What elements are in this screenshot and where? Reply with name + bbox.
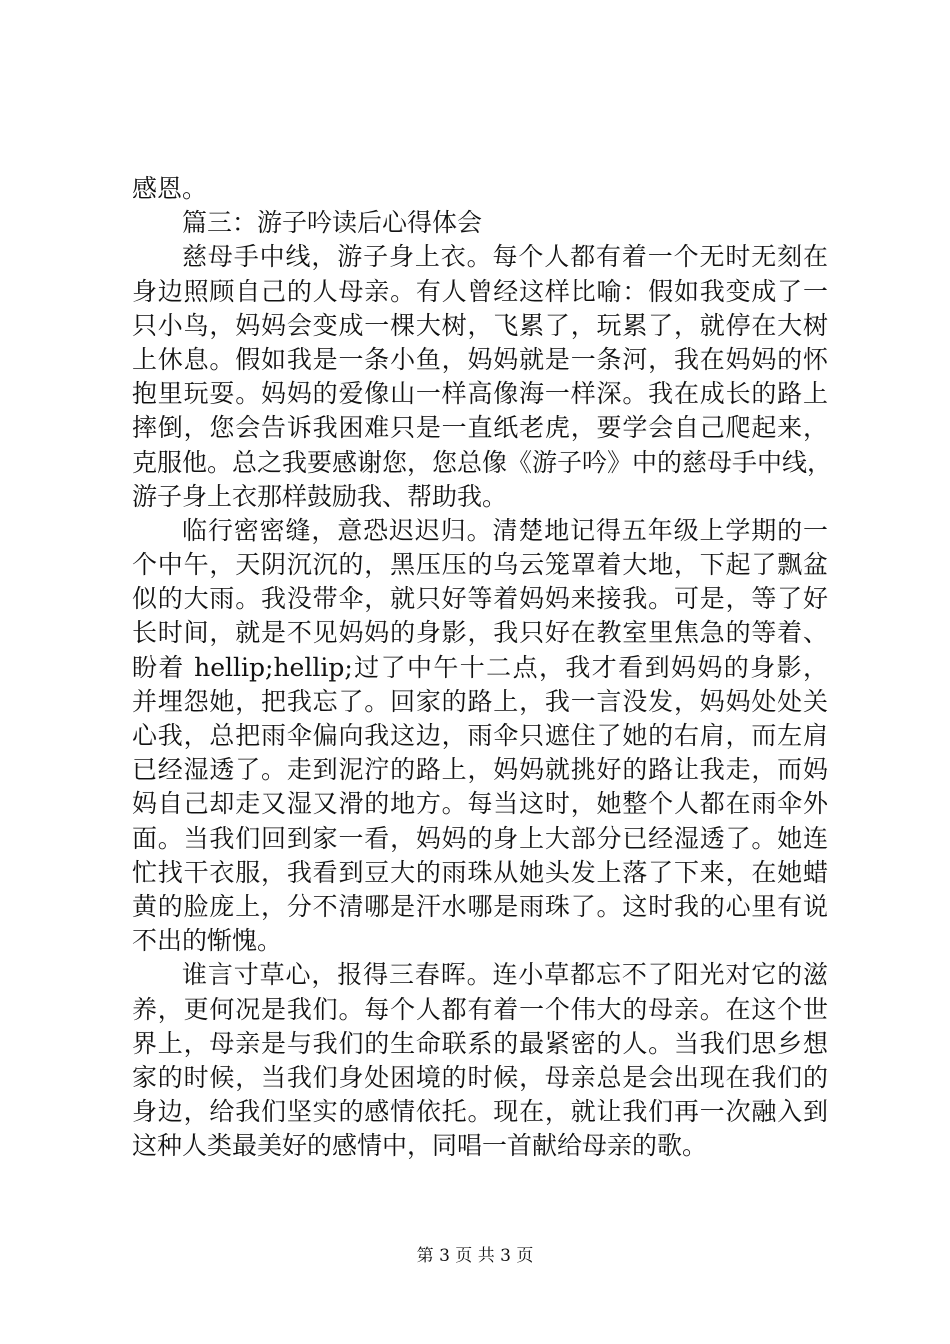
text-line: 这种人类最美好的感情中，同唱一首献给母亲的歌。: [132, 1131, 708, 1161]
text-line: 身边照顾自己的人母亲。有人曾经这样比喻：假如我变成了一: [132, 276, 828, 306]
text-line: 养，更何况是我们。每个人都有着一个伟大的母亲。在这个世: [132, 994, 828, 1024]
text-line: 并埋怨她，把我忘了。回家的路上，我一言没发，妈妈处处关: [132, 686, 828, 716]
text-line: 忙找干衣服，我看到豆大的雨珠从她头发上落了下来，在她蜡: [132, 857, 828, 887]
text-line: 心我，总把雨伞偏向我这边，雨伞只遮住了她的右肩，而左肩: [132, 721, 828, 750]
text-line: 摔倒，您会告诉我困难只是一直纸老虎，要学会自己爬起来，: [132, 413, 828, 443]
paragraph-3: [132, 958, 828, 1163]
page-footer: 第 3 页 共 3 页: [416, 1246, 534, 1266]
text-line: 游子身上衣那样鼓励我、帮助我。: [132, 481, 508, 511]
text-line: 抱里玩耍。妈妈的爱像山一样高像海一样深。我在成长的路上: [132, 379, 828, 409]
text-line: 长时间，就是不见妈妈的身影，我只好在教室里焦急的等着、: [132, 618, 828, 648]
text-line: 黄的脸庞上，分不清哪是汗水哪是雨珠了。这时我的心里有说: [132, 891, 828, 921]
text-line: 似的大雨。我没带伞，就只好等着妈妈来接我。可是，等了好: [132, 584, 828, 614]
text-line: 慈母手中线，游子身上衣。每个人都有着一个无时无刻在: [182, 242, 828, 272]
text-line: 家的时候，当我们身处困境的时候，母亲总是会出现在我们的: [132, 1062, 828, 1092]
text-line: 界上，母亲是与我们的生命联系的最紧密的人。当我们思乡想: [132, 1028, 828, 1058]
text-line: 已经湿透了。走到泥泞的路上，妈妈就挑好的路让我走，而妈: [132, 755, 828, 785]
text-line: 面。当我们回到家一看，妈妈的身上大部分已经湿透了。她连: [132, 823, 828, 853]
text-line: 感恩。: [132, 174, 208, 203]
text-line: 盼着 hellip;hellip;过了中午十二点，我才看到妈妈的身影，: [132, 652, 828, 682]
paragraph-gan-en-ending: [132, 172, 828, 206]
text-line: 个中午，天阴沉沉的，黑压压的乌云笼罩着大地，下起了飘盆: [132, 550, 828, 580]
section-heading: [132, 206, 828, 240]
text-line: 克服他。总之我要感谢您，您总像《游子吟》中的慈母手中线，: [132, 447, 833, 477]
text-line: 只小鸟，妈妈会变成一棵大树，飞累了，玩累了，就停在大树: [132, 310, 828, 340]
document-body: [132, 172, 833, 1163]
text-line: 不出的惭愧。: [132, 926, 283, 956]
paragraph-1: [132, 240, 833, 514]
text-line: 身边，给我们坚实的感情依托。现在，就让我们再一次融入到: [132, 1097, 828, 1127]
text-line: 妈自己却走又湿又滑的地方。每当这时，她整个人都在雨伞外: [132, 789, 828, 819]
text-line: 篇三：游子吟读后心得体会: [182, 208, 483, 238]
text-line: 上休息。假如我是一条小鱼，妈妈就是一条河，我在妈妈的怀: [132, 344, 828, 374]
text-line: 谁言寸草心，报得三春晖。连小草都忘不了阳光对它的滋: [182, 960, 828, 990]
text-line: 临行密密缝，意恐迟迟归。清楚地记得五年级上学期的一: [182, 515, 828, 545]
paragraph-2: [132, 514, 828, 958]
